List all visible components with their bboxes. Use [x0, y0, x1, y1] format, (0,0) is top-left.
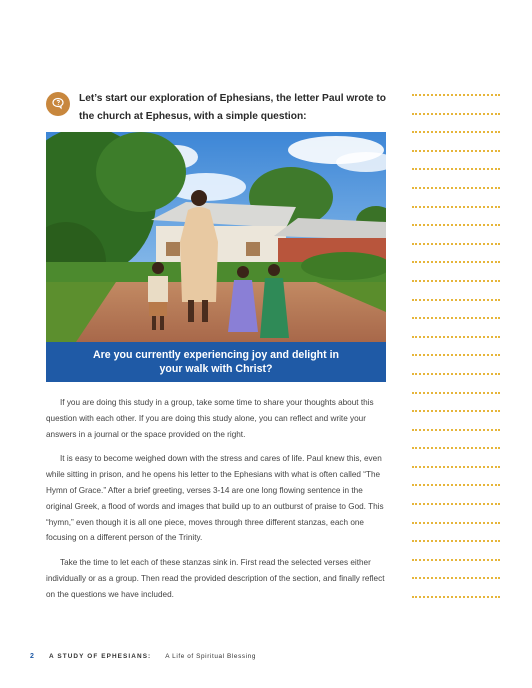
paragraph: If you are doing this study in a group, take some time to share your thoughts about this question with each other. If you are doing this study alone, you can reflect and write your answers in a journal or the space provided on the right. — [46, 398, 374, 439]
intro-text: Let’s start our exploration of Ephesians, the letter Paul wrote to the church at Ephesus, with a simple question: — [79, 93, 386, 122]
notes-line[interactable] — [412, 113, 500, 115]
notes-line[interactable] — [412, 392, 500, 394]
series-title: A STUDY OF EPHESIANS: — [49, 652, 152, 660]
notes-line[interactable] — [412, 559, 500, 561]
notes-line[interactable] — [412, 131, 500, 133]
notes-line[interactable] — [412, 206, 500, 208]
notes-line[interactable] — [412, 503, 500, 505]
notes-line[interactable] — [412, 522, 500, 524]
notes-line[interactable] — [412, 317, 500, 319]
notes-line[interactable] — [412, 243, 500, 245]
notes-line[interactable] — [412, 577, 500, 579]
notes-line[interactable] — [412, 94, 500, 96]
body-text — [46, 395, 391, 612]
notes-line[interactable] — [412, 596, 500, 598]
notes-line[interactable] — [412, 224, 500, 226]
notes-line[interactable] — [412, 354, 500, 356]
paragraph: It is easy to become weighed down with the stress and cares of life. Paul knew this, even while sitting in prison, and he opens his letter to the Ephesians with what is often called “The Hymn of Grace.” After a brief greeting, verses 3-14 are one long flowing sentence in the original Greek, a flood of words and images that build up to an outburst of praise to God. This “hymn,” even though it is all one piece, moves through three different stanzas, each one focusing on a different person of the Trinity. — [46, 454, 384, 543]
notes-line[interactable] — [412, 150, 500, 152]
page-footer — [30, 650, 256, 662]
paragraph: Take the time to let each of these stanzas sink in. First read the selected verses either individually or as a group. Then read the provided description of the section, and finally reflect on the questions we have included. — [46, 558, 385, 599]
notes-line[interactable] — [412, 540, 500, 542]
intro-prompt — [46, 90, 391, 130]
question-text: Are you currently experiencing joy and delight in your walk with Christ? — [92, 349, 340, 375]
notes-line[interactable] — [412, 168, 500, 170]
notes-line[interactable] — [412, 280, 500, 282]
page-number: 2 — [30, 652, 35, 660]
notes-line[interactable] — [412, 261, 500, 263]
thought-bubble-icon — [46, 92, 70, 116]
notes-line[interactable] — [412, 336, 500, 338]
series-subtitle: A Life of Spiritual Blessing — [165, 652, 256, 660]
notes-lines — [412, 94, 502, 615]
notes-line[interactable] — [412, 373, 500, 375]
notes-line[interactable] — [412, 429, 500, 431]
notes-line[interactable] — [412, 187, 500, 189]
question-banner — [46, 342, 386, 382]
notes-line[interactable] — [412, 410, 500, 412]
notes-line[interactable] — [412, 299, 500, 301]
notes-line[interactable] — [412, 466, 500, 468]
photo-woman-and-children-walking — [46, 132, 386, 342]
notes-line[interactable] — [412, 484, 500, 486]
notes-line[interactable] — [412, 447, 500, 449]
